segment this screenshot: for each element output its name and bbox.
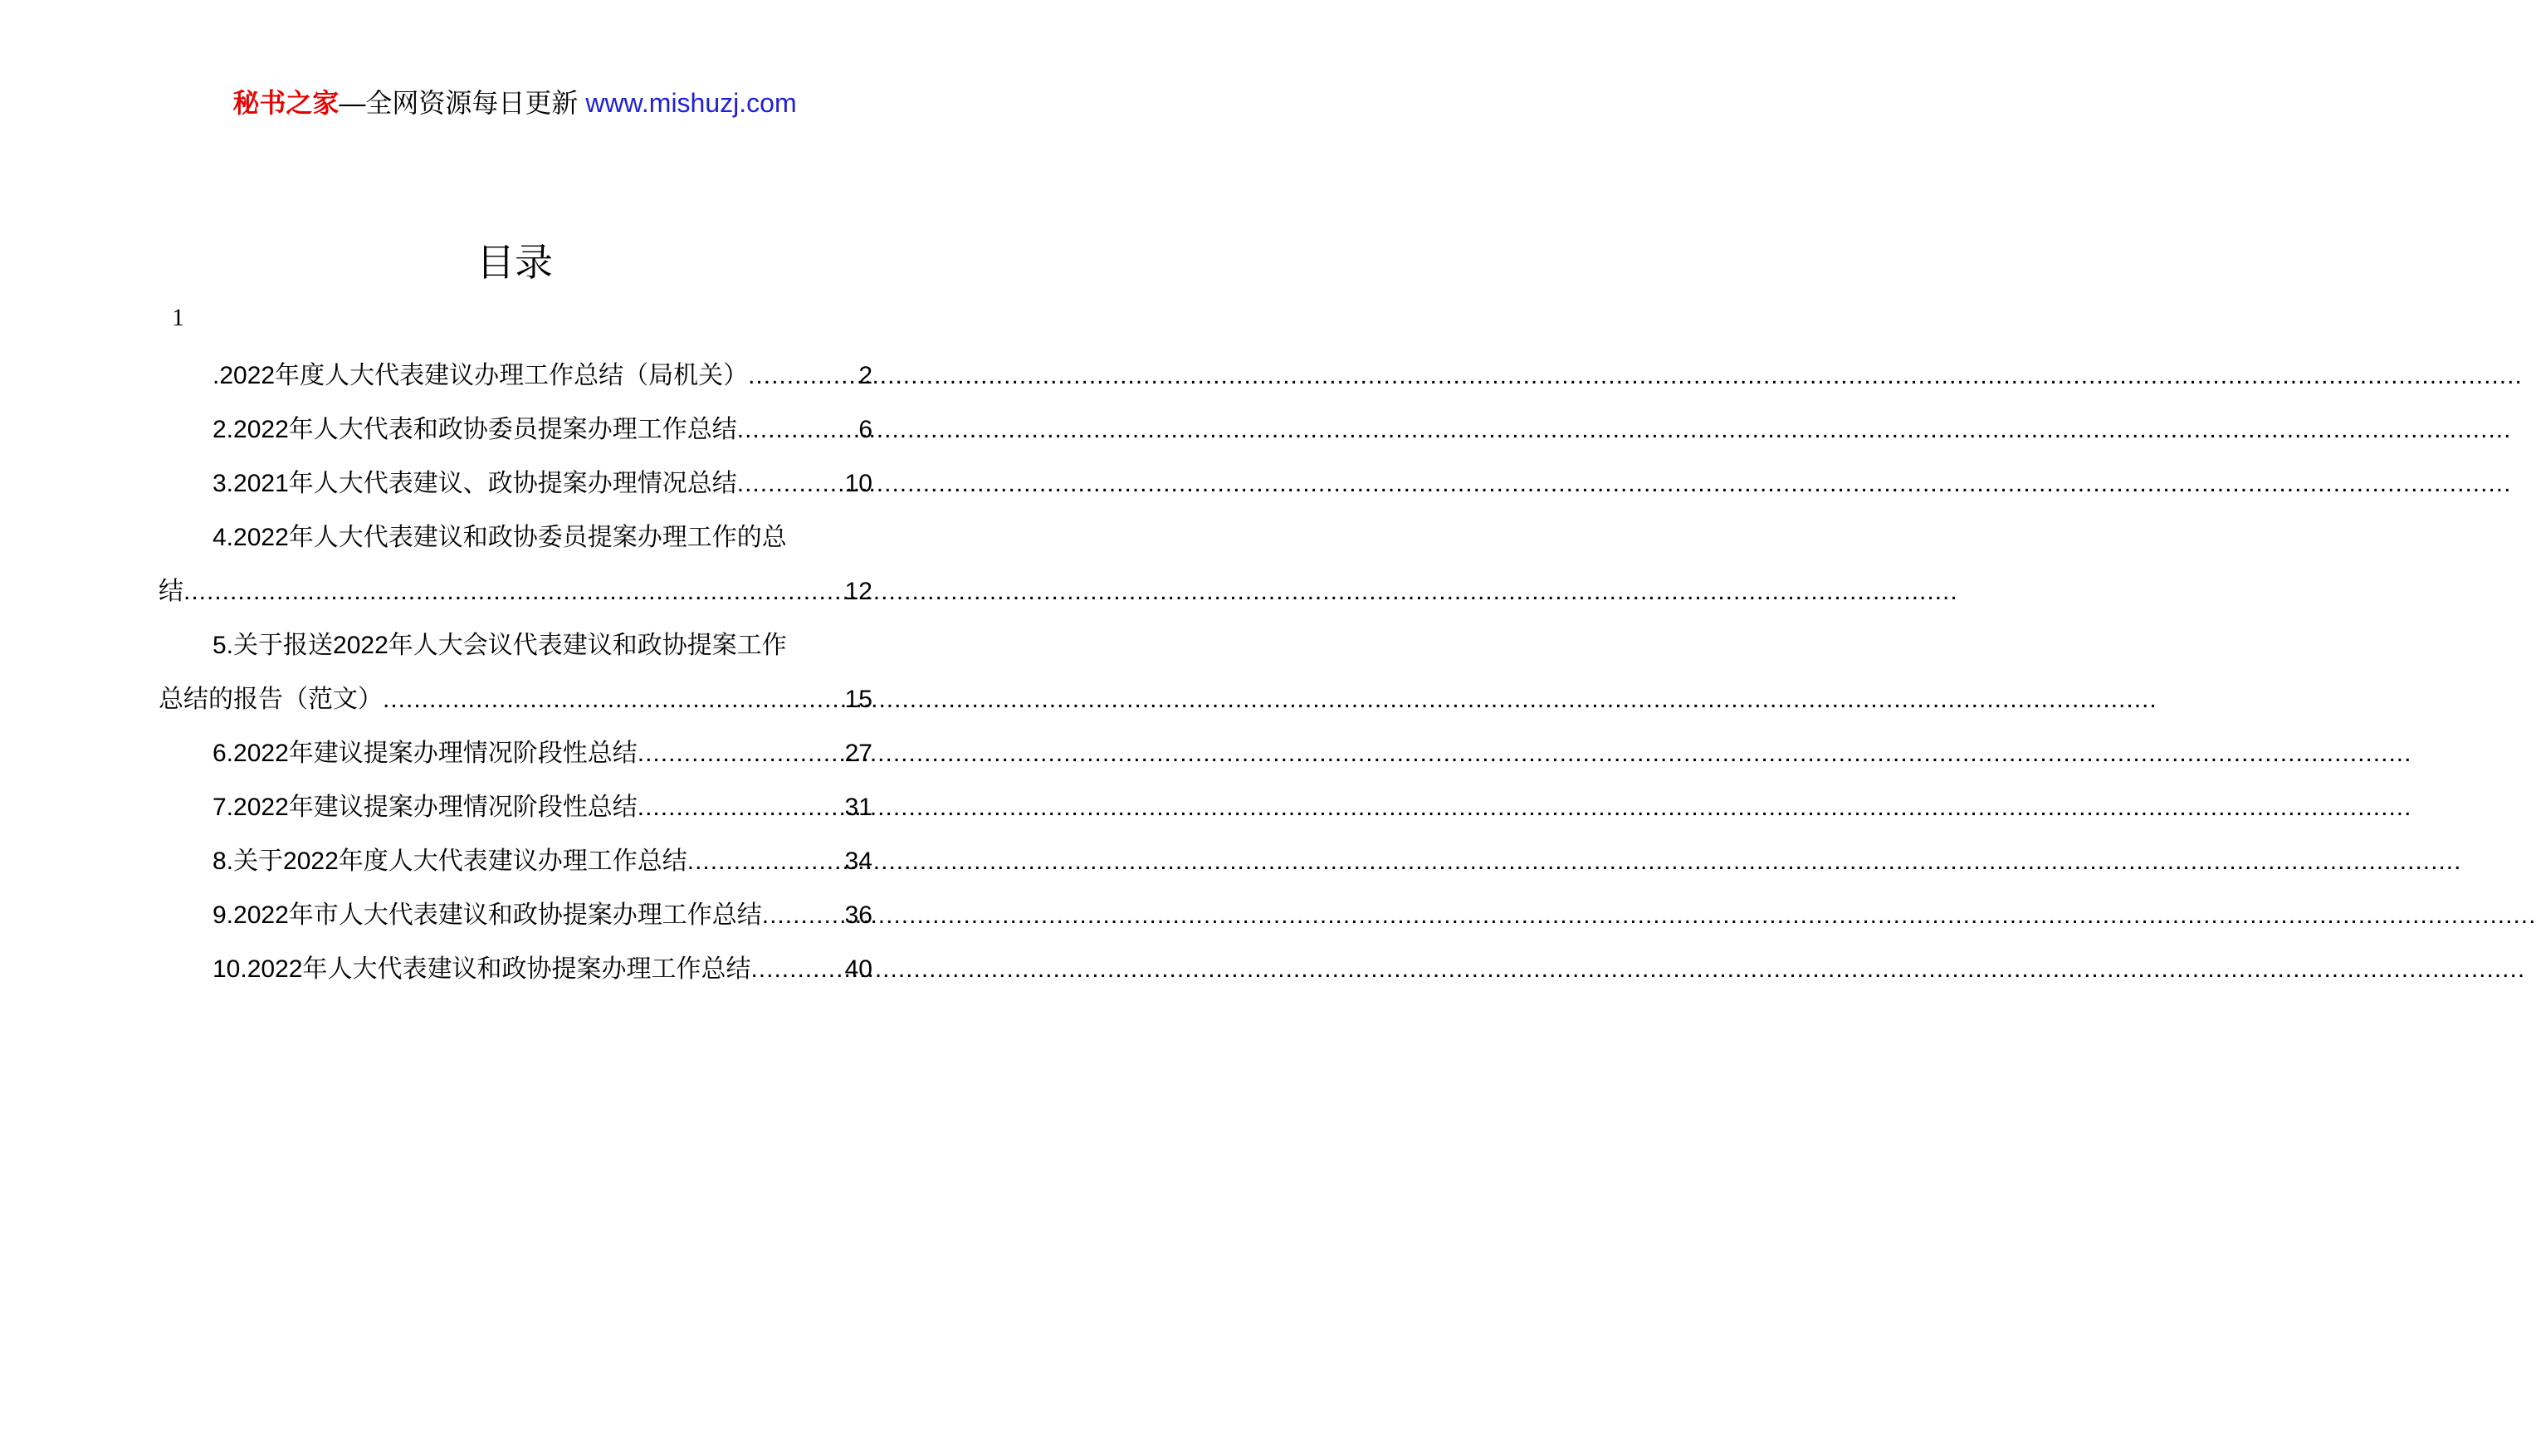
toc-leader-dots <box>383 672 845 726</box>
toc-leader-dots <box>638 726 845 780</box>
toc-page-number: 36 <box>844 901 872 929</box>
toc-leader-dots <box>762 888 845 942</box>
toc-entry-1[interactable] <box>159 349 872 403</box>
toc-entry-text: 6.2022年建议提案办理情况阶段性总结 <box>213 740 638 767</box>
toc-entry-text: 9.2022年市人大代表建议和政协提案办理工作总结 <box>213 901 762 929</box>
toc-entry-8[interactable] <box>159 834 872 888</box>
toc-page-number: 31 <box>844 794 872 821</box>
toc-entry-5[interactable] <box>159 618 872 726</box>
toc-page-number: 27 <box>844 740 872 767</box>
toc-entry-text: 8.关于2022年度人大代表建议办理工作总结 <box>213 848 687 875</box>
toc-page-number: 40 <box>844 955 872 983</box>
toc-entry-text: 3.2021年人大代表建议、政协提案办理情况总结 <box>213 470 737 497</box>
table-of-contents <box>159 349 872 996</box>
toc-page-number: 6 <box>858 416 872 443</box>
website-link[interactable]: www.mishuzj.com <box>585 88 797 118</box>
toc-leader-dots <box>737 403 859 457</box>
page-title: 目录 <box>476 241 553 284</box>
toc-entry-text: 2.2022年人大代表和政协委员提案办理工作总结 <box>213 416 737 443</box>
toc-entry-2[interactable] <box>159 403 872 457</box>
toc-entry-7[interactable] <box>159 780 872 834</box>
toc-entry-text: 7.2022年建议提案办理情况阶段性总结 <box>213 794 638 821</box>
toc-leader-dots <box>748 349 858 403</box>
toc-entry-text: 10.2022年人大代表建议和政协提案办理工作总结 <box>213 955 751 983</box>
toc-entry-9[interactable] <box>159 888 872 942</box>
toc-entry-text-line1: 4.2022年人大代表建议和政协委员提案办理工作的总 <box>213 524 787 551</box>
toc-entry-3[interactable] <box>159 457 872 511</box>
toc-leader-dots <box>638 780 845 834</box>
toc-entry-6[interactable] <box>159 726 872 780</box>
toc-page-number: 34 <box>844 848 872 875</box>
toc-leader-dots <box>183 564 845 618</box>
toc-page-number: 10 <box>844 470 872 497</box>
toc-entry-text-line2: 结 <box>159 578 183 605</box>
toc-entry-10[interactable] <box>159 942 872 996</box>
toc-page-number: 12 <box>844 578 872 605</box>
toc-entry-4[interactable] <box>159 511 872 618</box>
toc-page-number: 15 <box>844 686 872 713</box>
toc-leader-dots <box>737 457 845 511</box>
brand-name: 秘书之家 <box>232 88 340 118</box>
toc-entry-text-line1: 5.关于报送2022年人大会议代表建议和政协提案工作 <box>213 632 787 659</box>
toc-entry-text: .2022年度人大代表建议办理工作总结（局机关） <box>213 362 749 389</box>
page-header <box>0 85 1029 121</box>
toc-page-number: 2 <box>858 362 872 389</box>
toc-entry-text-line2: 总结的报告（范文） <box>159 686 383 713</box>
toc-leader-dots <box>750 942 844 996</box>
stray-number: 1 <box>172 304 184 331</box>
header-tagline: —全网资源每日更新 <box>339 88 586 118</box>
toc-leader-dots <box>687 834 845 888</box>
